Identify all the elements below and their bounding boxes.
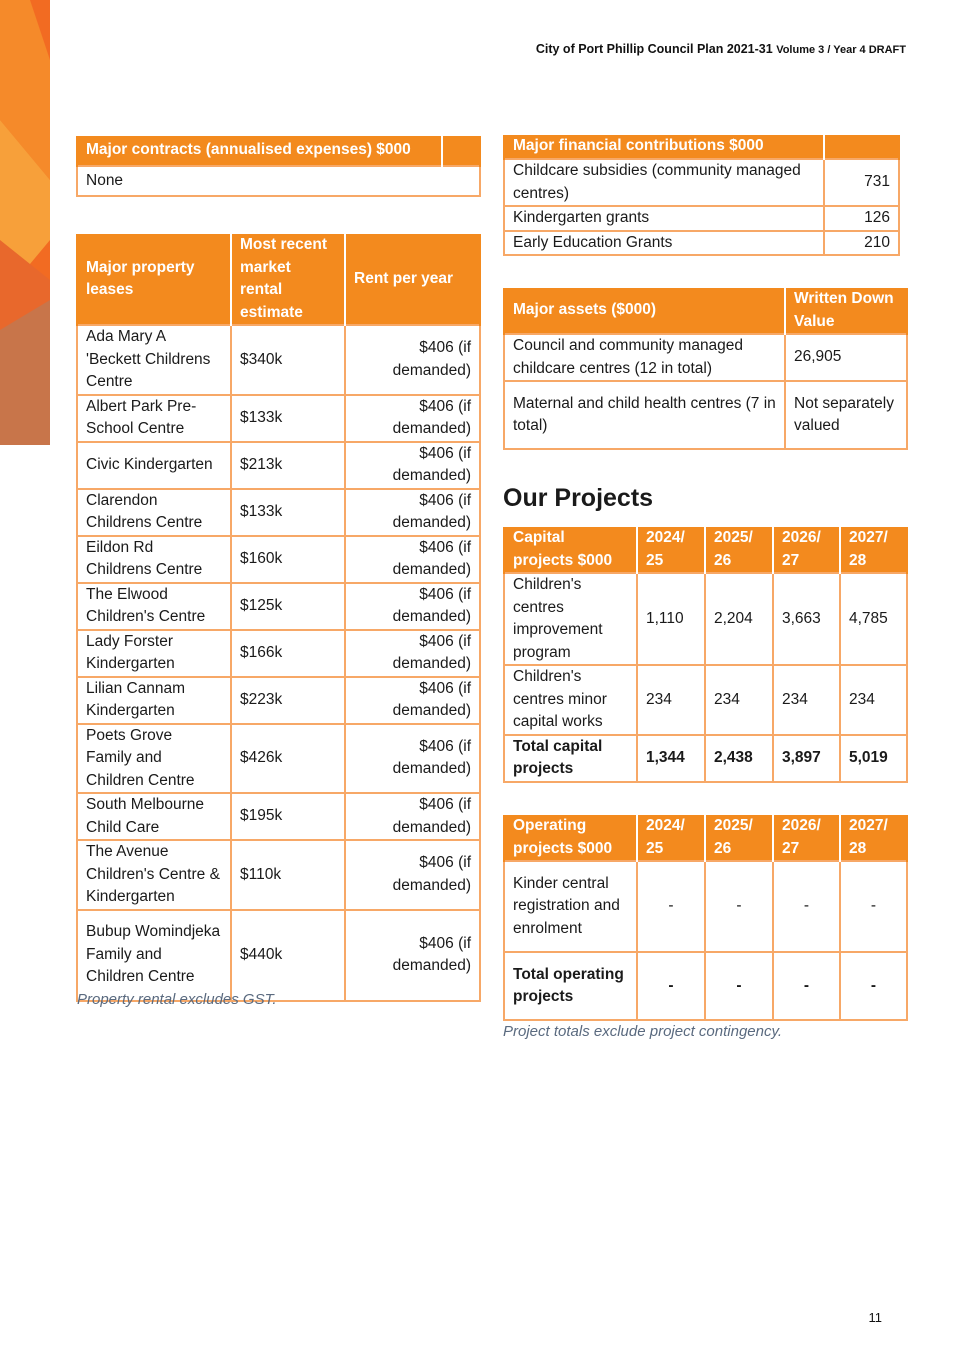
contribution-value: 210 bbox=[824, 231, 899, 256]
operating-total-value: - bbox=[840, 952, 907, 1020]
lease-name: Civic Kindergarten bbox=[77, 442, 231, 489]
capital-project-value: 4,785 bbox=[840, 573, 907, 665]
lease-rent: $406 (if demanded) bbox=[345, 724, 480, 794]
lease-estimate: $133k bbox=[231, 395, 345, 442]
lease-name: Lady Forster Kindergarten bbox=[77, 630, 231, 677]
leases-header-rent: Rent per year bbox=[345, 234, 480, 325]
operating-project-value: - bbox=[840, 861, 907, 952]
capital-total-value: 2,438 bbox=[705, 735, 773, 782]
projects-footnote: Project totals exclude project contingency. bbox=[503, 1023, 783, 1040]
capital-header-year: 2025/ 26 bbox=[705, 527, 773, 573]
asset-name: Maternal and child health centres (7 in total) bbox=[504, 381, 785, 449]
leases-header-estimate: Most recent market rental estimate bbox=[231, 234, 345, 325]
lease-name: Ada Mary A 'Beckett Childrens Centre bbox=[77, 325, 231, 395]
lease-name: Poets Grove Family and Children Centre bbox=[77, 724, 231, 794]
capital-total-value: 1,344 bbox=[637, 735, 705, 782]
operating-project-value: - bbox=[637, 861, 705, 952]
operating-header-year: 2024/ 25 bbox=[637, 815, 705, 861]
header-title: City of Port Phillip Council Plan 2021-31 bbox=[535, 42, 773, 56]
lease-name: Eildon Rd Childrens Centre bbox=[77, 536, 231, 583]
operating-project-value: - bbox=[705, 861, 773, 952]
operating-project-value: - bbox=[773, 861, 840, 952]
lease-estimate: $213k bbox=[231, 442, 345, 489]
lease-rent: $406 (if demanded) bbox=[345, 677, 480, 724]
operating-total-value: - bbox=[773, 952, 840, 1020]
lease-name: Bubup Womindjeka Family and Children Centre bbox=[77, 910, 231, 1001]
lease-name: Lilian Cannam Kindergarten bbox=[77, 677, 231, 724]
operating-total-label: Total operating projects bbox=[504, 952, 637, 1020]
contribution-label: Early Education Grants bbox=[504, 231, 824, 256]
page-header bbox=[536, 42, 906, 56]
lease-rent: $406 (if demanded) bbox=[345, 583, 480, 630]
contribution-label: Kindergarten grants bbox=[504, 206, 824, 231]
contracts-header-spacer bbox=[442, 136, 480, 166]
operating-header-year: 2026/ 27 bbox=[773, 815, 840, 861]
lease-rent: $406 (if demanded) bbox=[345, 442, 480, 489]
lease-rent: $406 (if demanded) bbox=[345, 325, 480, 395]
lease-name: Clarendon Childrens Centre bbox=[77, 489, 231, 536]
assets-header-value: Written Down Value bbox=[785, 288, 907, 334]
contributions-table bbox=[503, 135, 900, 256]
lease-rent: $406 (if demanded) bbox=[345, 793, 480, 840]
lease-estimate: $166k bbox=[231, 630, 345, 677]
capital-project-name: Children's centres minor capital works bbox=[504, 665, 637, 735]
capital-header-year: 2026/ 27 bbox=[773, 527, 840, 573]
lease-name: The Avenue Children's Centre & Kindergarten bbox=[77, 840, 231, 910]
operating-header-year: 2025/ 26 bbox=[705, 815, 773, 861]
capital-total-label: Total capital projects bbox=[504, 735, 637, 782]
capital-total-value: 3,897 bbox=[773, 735, 840, 782]
capital-project-name: Children's centres improvement program bbox=[504, 573, 637, 665]
contribution-value: 731 bbox=[824, 159, 899, 206]
contracts-table bbox=[76, 136, 481, 197]
lease-estimate: $426k bbox=[231, 724, 345, 794]
contributions-header-spacer bbox=[824, 135, 899, 159]
capital-project-value: 3,663 bbox=[773, 573, 840, 665]
operating-total-value: - bbox=[637, 952, 705, 1020]
projects-title: Our Projects bbox=[503, 484, 654, 512]
capital-project-value: 234 bbox=[705, 665, 773, 735]
lease-rent: $406 (if demanded) bbox=[345, 630, 480, 677]
operating-project-name: Kinder central registration and enrolment bbox=[504, 861, 637, 952]
operating-projects-table bbox=[503, 815, 908, 1021]
contracts-header: Major contracts (annualised expenses) $000 bbox=[77, 136, 442, 166]
header-suffix: Volume 3 / Year 4 DRAFT bbox=[776, 44, 906, 56]
capital-header-name: Capital projects $000 bbox=[504, 527, 637, 573]
operating-header-year: 2027/ 28 bbox=[840, 815, 907, 861]
leases-header-name: Major property leases bbox=[77, 234, 231, 325]
asset-name: Council and community managed childcare centres (12 in total) bbox=[504, 334, 785, 381]
lease-name: South Melbourne Child Care bbox=[77, 793, 231, 840]
decorative-sidebar-art bbox=[0, 0, 50, 445]
lease-estimate: $110k bbox=[231, 840, 345, 910]
lease-estimate: $440k bbox=[231, 910, 345, 1001]
lease-rent: $406 (if demanded) bbox=[345, 395, 480, 442]
lease-estimate: $195k bbox=[231, 793, 345, 840]
lease-estimate: $125k bbox=[231, 583, 345, 630]
lease-estimate: $160k bbox=[231, 536, 345, 583]
capital-project-value: 234 bbox=[637, 665, 705, 735]
lease-estimate: $133k bbox=[231, 489, 345, 536]
lease-estimate: $340k bbox=[231, 325, 345, 395]
capital-project-value: 1,110 bbox=[637, 573, 705, 665]
lease-rent: $406 (if demanded) bbox=[345, 536, 480, 583]
capital-projects-table bbox=[503, 527, 908, 783]
assets-header-name: Major assets ($000) bbox=[504, 288, 785, 334]
contribution-label: Childcare subsidies (community managed centres) bbox=[504, 159, 824, 206]
operating-total-value: - bbox=[705, 952, 773, 1020]
capital-header-year: 2024/ 25 bbox=[637, 527, 705, 573]
leases-table bbox=[76, 234, 481, 1002]
leases-footnote: Property rental excludes GST. bbox=[77, 991, 277, 1008]
lease-name: The Elwood Children's Centre bbox=[77, 583, 231, 630]
assets-table bbox=[503, 288, 908, 450]
contributions-header: Major financial contributions $000 bbox=[504, 135, 824, 159]
page-number: 11 bbox=[868, 1310, 882, 1325]
capital-project-value: 234 bbox=[773, 665, 840, 735]
lease-rent: $406 (if demanded) bbox=[345, 489, 480, 536]
lease-rent: $406 (if demanded) bbox=[345, 910, 480, 1001]
lease-name: Albert Park Pre-School Centre bbox=[77, 395, 231, 442]
lease-estimate: $223k bbox=[231, 677, 345, 724]
capital-header-year: 2027/ 28 bbox=[840, 527, 907, 573]
operating-header-name: Operating projects $000 bbox=[504, 815, 637, 861]
capital-project-value: 2,204 bbox=[705, 573, 773, 665]
capital-project-value: 234 bbox=[840, 665, 907, 735]
lease-rent: $406 (if demanded) bbox=[345, 840, 480, 910]
asset-value: Not separately valued bbox=[785, 381, 907, 449]
contribution-value: 126 bbox=[824, 206, 899, 231]
asset-value: 26,905 bbox=[785, 334, 907, 381]
contracts-row: None bbox=[77, 166, 480, 196]
capital-total-value: 5,019 bbox=[840, 735, 907, 782]
